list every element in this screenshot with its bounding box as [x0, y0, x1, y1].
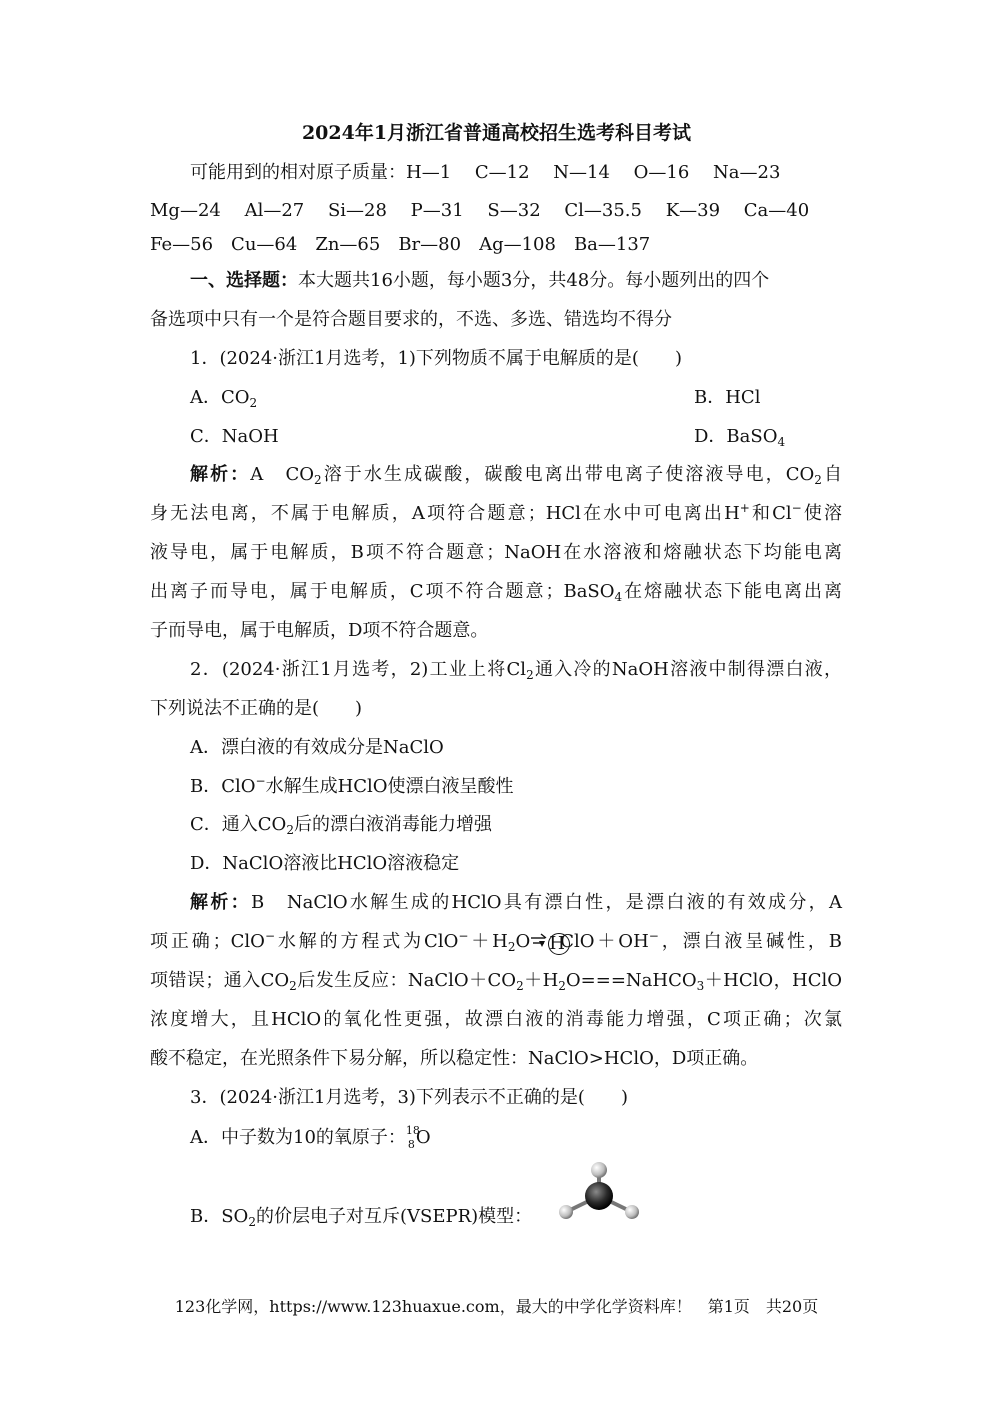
q3-stem: 3．(2024·浙江1月选考，3)下列表示不正确的是( ) — [190, 1087, 628, 1108]
q1-analysis-line-4: 出离子而导电，属于电解质，C项不符合题意；BaSO$_4$在熔融状态下能电离出离 — [150, 581, 842, 604]
q1-analysis-line-2: 身无法电离，不属于电解质，A项符合题意；HCl在水中可电离出H+和Cl−使溶 — [150, 501, 843, 524]
q1-option-a: A．$CO_2$ — [190, 387, 258, 410]
q2-analysis-line-2: 项正确；ClO−水解的方程式为$ClO^-+H_2O$ HClO＋OH−，漂白液呈碱性，B — [150, 929, 842, 954]
q2-analysis-line-4: 浓度增大，且HClO的氧化性更强，故漂白液的消毒能力增强，C项正确；次氯 — [150, 1009, 842, 1030]
q1-analysis-line-5: 子而导电，属于电解质，D项不符合题意。 — [150, 620, 489, 641]
circled-letter: H — [548, 933, 570, 955]
q1-option-b: B．HCl — [694, 387, 761, 408]
q1-option-c: C．NaOH — [190, 426, 279, 447]
q3-option-a: A．中子数为10的氧原子： 18 8 O — [190, 1124, 431, 1151]
vsepr-model-image — [552, 1160, 646, 1226]
q1-analysis-line-3: 液导电，属于电解质，B项不符合题意；NaOH在水溶液和熔融状态下均能电离 — [150, 542, 842, 563]
q1-stem: 1．(2024·浙江1月选考，1)下列物质不属于电解质的是( ) — [190, 348, 682, 369]
exam-title: 2024年1月浙江省普通高校招生选考科目考试 — [301, 122, 692, 144]
analysis-label: 解析： — [190, 892, 251, 913]
page-footer: 123化学网，https://www.123huaxue.com，最大的中学化学资料库！ 第1页 共20页 — [174, 1297, 819, 1316]
section-intro-line-2: 备选项中只有一个是符合题目要求的，不选、多选、错选均不得分 — [150, 309, 672, 330]
q2-option-b: B．ClO−水解生成HClO使漂白液呈酸性 — [190, 774, 514, 797]
atomic-mass-line-2: Mg—24 Al—27 Si—28 P—31 S—32 Cl—35.5 K—39 Ca—40 — [150, 200, 810, 221]
q2-analysis-line-1: 解析：B NaClO水解生成的HClO具有漂白性，是漂白液的有效成分，A — [190, 892, 842, 913]
section-intro-text: 本大题共16小题，每小题3分，共48分。每小题列出的四个 — [298, 270, 770, 291]
q2-analysis-line-5: 酸不稳定，在光照条件下易分解，所以稳定性：NaClO>HClO，D项正确。 — [150, 1048, 759, 1069]
reversible-arrow-icon — [530, 933, 548, 949]
q1-option-d: D．BaSO$_4$ — [694, 426, 786, 449]
q2-option-a: A．漂白液的有效成分是NaClO — [190, 737, 444, 758]
q2-analysis-line-3: 项错误；通入$CO_2$后发生反应：$NaClO+CO_2+H_2O===NaHCO_3+HClO$，HClO — [150, 970, 843, 993]
q2-stem-line-1: 2．(2024·浙江1月选考，2)工业上将$Cl_2$通入冷的NaOH溶液中制得漂白液， — [190, 659, 842, 682]
section-intro-line-1 — [190, 269, 842, 293]
nuclide-notation: 18 8 — [405, 1124, 420, 1151]
section-label: 一、选择题： — [190, 270, 298, 291]
q1-options-row-2 — [190, 425, 842, 449]
q2-option-c: C．通入$CO_2$后的漂白液消毒能力增强 — [190, 814, 492, 837]
atomic-mass-line-3: Fe—56 Cu—64 Zn—65 Br—80 Ag—108 Ba—137 — [150, 234, 651, 255]
q2-stem-line-2: 下列说法不正确的是( ) — [150, 698, 363, 719]
q3-option-b: B．$SO_2$的价层电子对互斥(VSEPR)模型： — [190, 1206, 533, 1229]
q1-options-row-1 — [190, 386, 842, 410]
analysis-label: 解析： — [190, 464, 251, 485]
atomic-mass-line-1: 可能用到的相对原子质量：H—1 C—12 N—14 O—16 Na—23 — [190, 162, 781, 183]
q1-analysis-line-1: 解析：A $CO_2$溶于水生成碳酸，碳酸电离出带电离子使溶液导电，$CO_2$自 — [190, 464, 843, 487]
q2-option-d: D．NaClO溶液比HClO溶液稳定 — [190, 853, 460, 874]
